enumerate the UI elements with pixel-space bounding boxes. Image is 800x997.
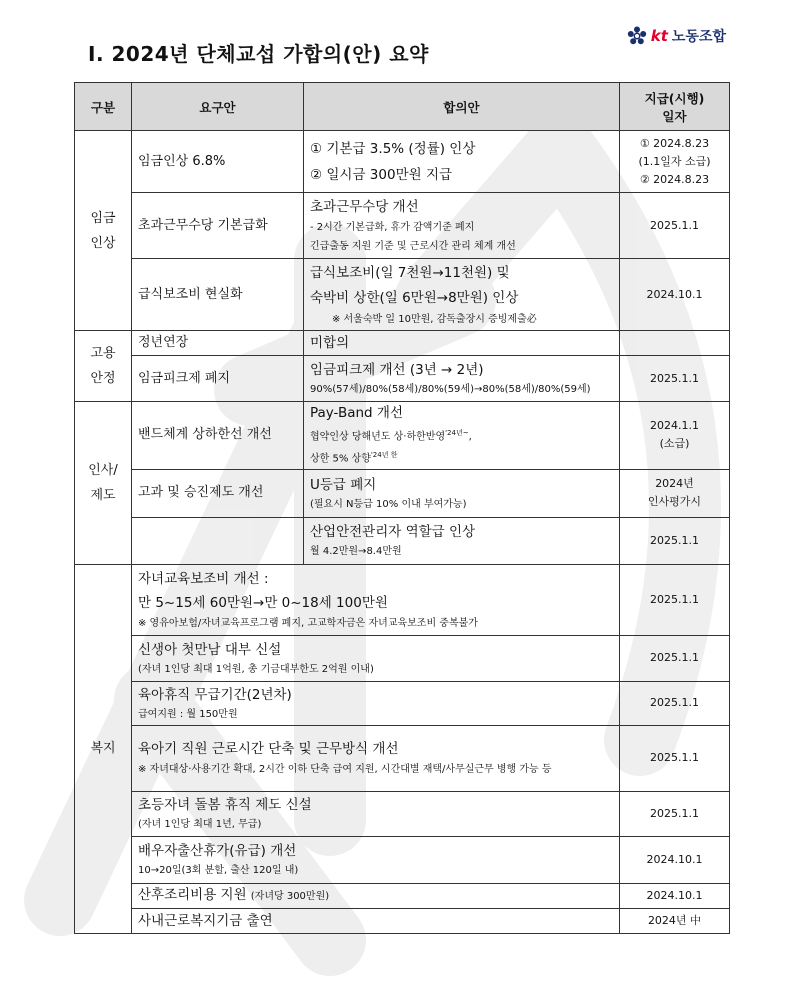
table-row (75, 681, 730, 725)
table-row (75, 725, 730, 791)
table-row (75, 517, 730, 564)
request-cell: 고과 및 승진제도 개선 (132, 469, 304, 517)
table-row (75, 259, 730, 331)
agreement-cell: 미합의 (304, 331, 620, 356)
date-cell: 2024.1.1 (소급) (620, 402, 730, 470)
date-cell: 2024.10.1 (620, 259, 730, 331)
table-row (75, 469, 730, 517)
table-row (75, 564, 730, 635)
logo-kt: kt (650, 27, 668, 45)
category-wage: 임금 인상 (75, 131, 132, 331)
table-row (75, 883, 730, 908)
agreement-cell: U등급 폐지 (필요시 N등급 10% 이내 부여가능) (304, 469, 620, 517)
table-row (75, 402, 730, 470)
request-cell: 임금피크제 폐지 (132, 356, 304, 402)
header-row (75, 83, 730, 131)
request-cell (132, 517, 304, 564)
agreement-cell: 육아휴직 무급기간(2년차) 급여지원 : 월 150만원 (132, 681, 620, 725)
date-cell: 2024.10.1 (620, 883, 730, 908)
header-category: 구분 (75, 83, 132, 131)
date-cell: 2025.1.1 (620, 356, 730, 402)
request-cell: 정년연장 (132, 331, 304, 356)
date-cell: 2025.1.1 (620, 635, 730, 681)
agreement-cell: 사내근로복지기금 출연 (132, 908, 620, 933)
kt-union-logo (627, 26, 726, 46)
agreement-cell: 산업안전관리자 역할급 인상 월 4.2만원→8.4만원 (304, 517, 620, 564)
date-cell: 2025.1.1 (620, 564, 730, 635)
request-cell: 임금인상 6.8% (132, 131, 304, 193)
agreement-cell: 산후조리비용 지원 (자녀당 300만원) (132, 883, 620, 908)
header-request: 요구안 (132, 83, 304, 131)
agreement-cell: 배우자출산휴가(유급) 개선 10→20일(3회 분할, 출산 120일 내) (132, 836, 620, 883)
table-row (75, 131, 730, 193)
request-cell: 급식보조비 현실화 (132, 259, 304, 331)
category-employment: 고용 안정 (75, 331, 132, 402)
summary-table (74, 82, 730, 934)
agreement-cell: ① 기본급 3.5% (정률) 인상 ② 일시금 300만원 지급 (304, 131, 620, 193)
category-hr: 인사/ 제도 (75, 402, 132, 565)
date-cell: 2025.1.1 (620, 517, 730, 564)
table-row (75, 635, 730, 681)
header-date: 지급(시행) 일자 (620, 83, 730, 131)
agreement-cell: 급식보조비(일 7천원→11천원) 및 숙박비 상한(일 6만원→8만원) 인상 ※ 서울숙박 일 10만원, 감독출장시 증빙제출必 (304, 259, 620, 331)
table-row (75, 836, 730, 883)
date-cell: 2025.1.1 (620, 725, 730, 791)
agreement-cell: 초등자녀 돌봄 휴직 제도 신설 (자녀 1인당 최대 1년, 무급) (132, 791, 620, 836)
agreement-cell: 육아기 직원 근로시간 단축 및 근무방식 개선 ※ 자녀대상·사용기간 확대, 2시간 이하 단축 급여 지원, 시간대별 재택/사무실근무 병행 가능 등 (132, 725, 620, 791)
agreement-cell: 자녀교육보조비 개선 : 만 5~15세 60만원→만 0~18세 100만원 ※ 영유아보험/자녀교육프로그램 폐지, 고교학자금은 자녀교육보조비 중복불가 (132, 564, 620, 635)
page-title: Ⅰ. 2024년 단체교섭 가합의(안) 요약 (88, 42, 429, 66)
table-row (75, 331, 730, 356)
table-row (75, 791, 730, 836)
date-cell: 2024년 인사평가시 (620, 469, 730, 517)
agreement-cell: 임금피크제 개선 (3년 → 2년) 90%(57세)/80%(58세)/80%(59세)→80%(58세)/80%(59세) (304, 356, 620, 402)
date-cell: 2025.1.1 (620, 791, 730, 836)
date-cell: 2025.1.1 (620, 193, 730, 259)
request-cell: 밴드체계 상하한선 개선 (132, 402, 304, 470)
table-row (75, 356, 730, 402)
agreement-cell: 초과근무수당 개선 - 2시간 기본급화, 휴가 감액기준 폐지 긴급출동 지원 기준 및 근로시간 관리 체계 개선 (304, 193, 620, 259)
category-welfare: 복지 (75, 564, 132, 933)
date-cell (620, 331, 730, 356)
date-cell: 2024.10.1 (620, 836, 730, 883)
header-agreement: 합의안 (304, 83, 620, 131)
agreement-cell: 신생아 첫만남 대부 신설 (자녀 1인당 최대 1억원, 총 기금대부한도 2억원 이내) (132, 635, 620, 681)
union-star-icon (627, 26, 647, 46)
date-cell: 2025.1.1 (620, 681, 730, 725)
date-cell: 2024년 中 (620, 908, 730, 933)
request-cell: 초과근무수당 기본급화 (132, 193, 304, 259)
date-cell: ① 2024.8.23 (1.1일자 소급) ② 2024.8.23 (620, 131, 730, 193)
logo-union-text: 노동조합 (671, 29, 726, 45)
table-row (75, 908, 730, 933)
table-row (75, 193, 730, 259)
agreement-cell: Pay-Band 개선 협약인상 당해년도 상·하한반영$^{'24년\sim}$, 상한 5% 상향$^{'24년 한}$ (304, 402, 620, 470)
